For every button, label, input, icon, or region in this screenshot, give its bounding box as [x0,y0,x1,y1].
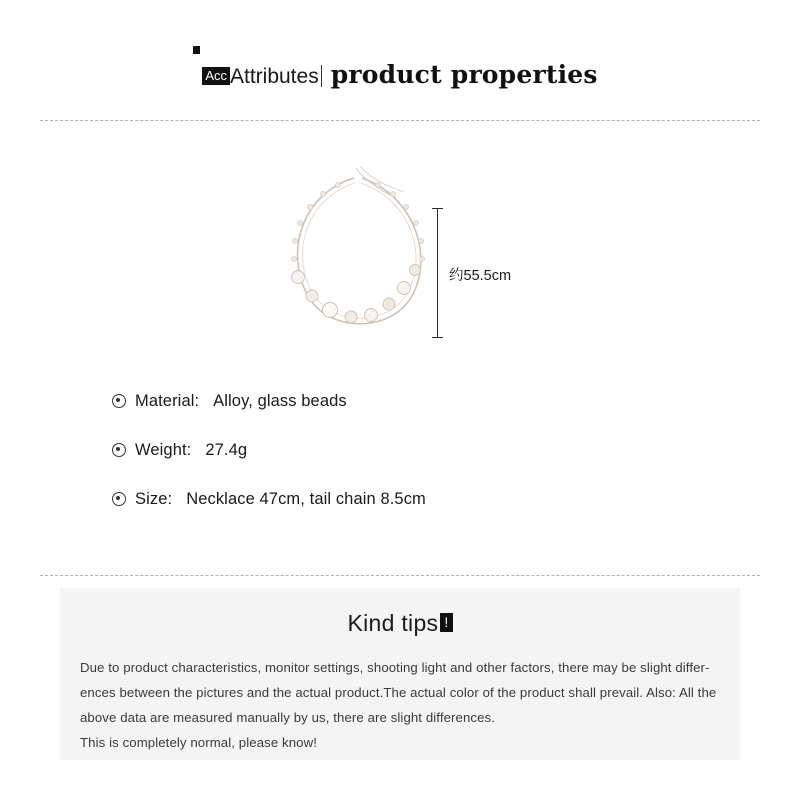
attributes-label-cn: Attributes [229,65,319,88]
corner-mark-icon [193,46,200,54]
kind-tips-title: Kind tips [347,610,439,636]
kind-tips-title-row [60,588,740,637]
spec-label: Material: [135,392,200,410]
header-inner [202,62,597,88]
tips-line: above data are measured manually by us, there are slight differences. [80,710,495,725]
spec-value: Alloy, glass beads [213,392,347,410]
spec-label: Weight: [135,441,192,459]
tips-line: Due to product characteristics, monitor settings, shooting light and other factors, there may be slight differ- [80,660,710,675]
header-divider [321,65,322,87]
measurement-bracket [437,208,557,338]
kind-tips-panel [60,588,740,760]
necklace-image [268,160,448,350]
tips-line: ences between the pictures and the actual product.The actual color of the product shall prevail. Also: All the [80,685,717,700]
page-header [0,0,800,88]
spec-value: 27.4g [205,441,248,459]
acc-badge: Acc [202,67,230,85]
spec-list [112,392,752,539]
spec-row-material [112,392,752,411]
kind-tips-body [80,655,720,755]
exclamation-badge-icon: ! [440,613,452,632]
bullet-icon [112,492,126,506]
divider-bottom [40,575,760,576]
spec-row-size [112,490,752,509]
product-image-area [0,150,800,370]
spec-value: Necklace 47cm, tail chain 8.5cm [186,490,426,508]
divider-top [40,120,760,121]
bullet-icon [112,443,126,457]
page-title: product properties [330,60,598,89]
measurement-cap-top [432,208,443,209]
spec-label: Size: [135,490,173,508]
measurement-label: 约55.5cm [449,268,512,284]
tips-line: This is completely normal, please know! [80,735,317,750]
measurement-line [437,208,438,338]
bullet-icon [112,394,126,408]
spec-row-weight [112,441,752,460]
measurement-cap-bottom [432,337,443,338]
